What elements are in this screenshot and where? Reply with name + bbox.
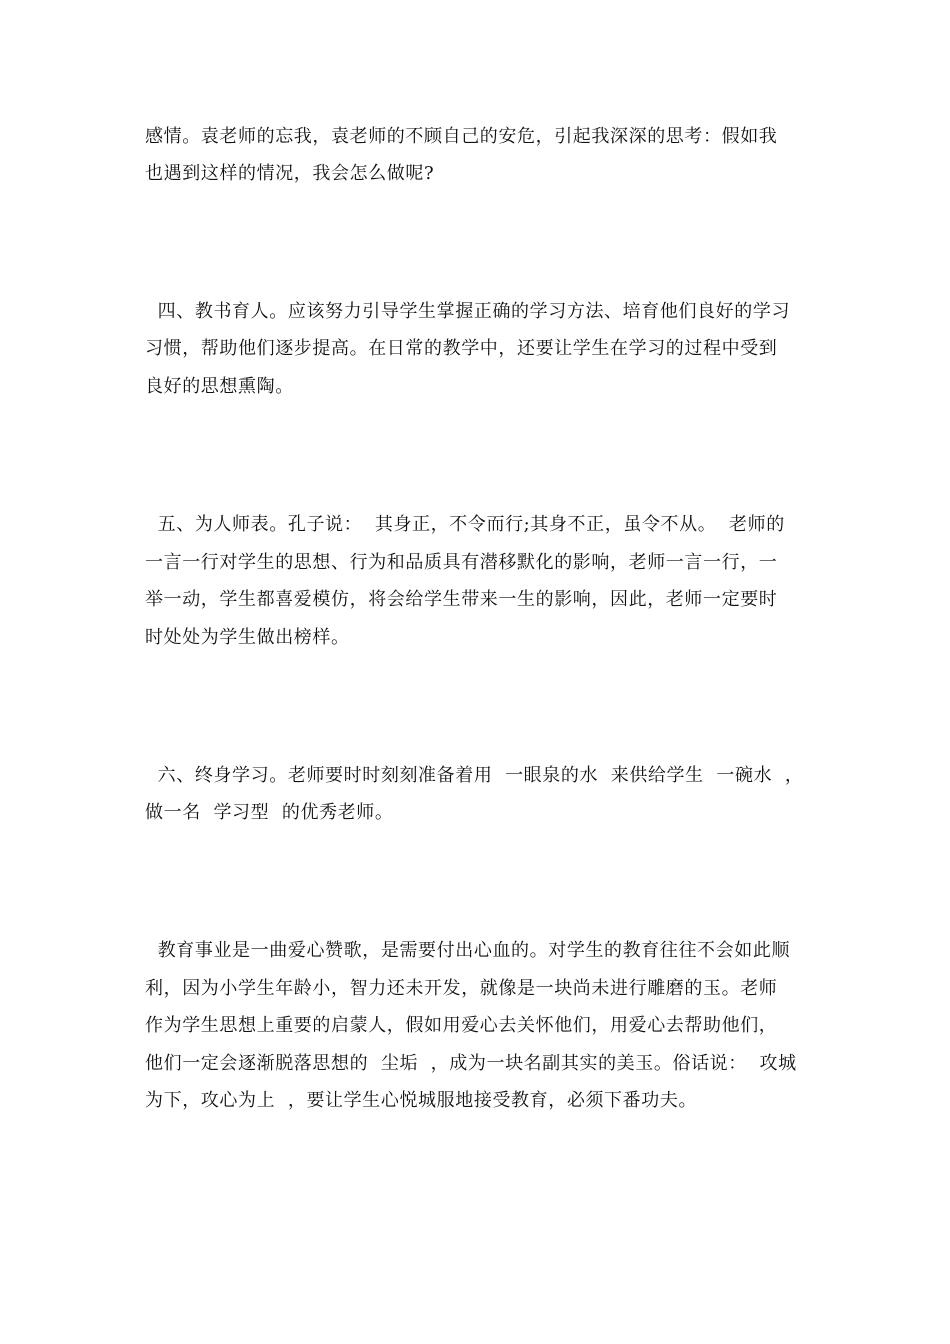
paragraph-3-line-3: 举一动，学生都喜爱模仿，将会给学生带来一生的影响，因此，老师一定要时 bbox=[145, 589, 778, 610]
paragraph-5-line-4: 他们一定会逐渐脱落思想的 尘垢 ，成为一块名副其实的美玉。俗话说： 攻城 bbox=[145, 1053, 797, 1074]
paragraph-2-line-3: 良好的思想熏陶。 bbox=[145, 376, 294, 397]
paragraph-1-line-2: 也遇到这样的情况，我会怎么做呢? bbox=[145, 163, 435, 184]
paragraph-3-line-4: 时处处为学生做出榜样。 bbox=[145, 627, 350, 648]
paragraph-2-line-1: 四、教书育人。应该努力引导学生掌握正确的学习方法、培育他们良好的学习 bbox=[145, 301, 791, 322]
paragraph-5-line-1: 教育事业是一曲爱心赞歌，是需要付出心血的。对学生的教育往往不会如此顺 bbox=[145, 940, 791, 961]
paragraph-4-line-2: 做一名 学习型 的优秀老师。 bbox=[145, 802, 394, 823]
paragraph-5-line-5: 为下，攻心为上 ，要让学生心悦城服地接受教育，必须下番功夫。 bbox=[145, 1090, 698, 1111]
paragraph-3-line-2: 一言一行对学生的思想、行为和品质具有潜移默化的影响，老师一言一行，一 bbox=[145, 552, 778, 573]
paragraph-5-line-2: 利，因为小学生年龄小，智力还未开发，就像是一块尚未进行雕磨的玉。老师 bbox=[145, 978, 778, 999]
paragraph-5-line-3: 作为学生思想上重要的启蒙人，假如用爱心去关怀他们，用爱心去帮助他们， bbox=[145, 1015, 778, 1036]
paragraph-4-line-1: 六、终身学习。老师要时时刻刻准备着用 一眼泉的水 来供给学生 一碗水 ， bbox=[145, 765, 804, 786]
paragraph-1-line-1: 感情。袁老师的忘我，袁老师的不顾自己的安危，引起我深深的思考：假如我 bbox=[145, 126, 778, 147]
paragraph-3-line-1: 五、为人师表。孔子说： 其身正，不令而行;其身不正，虽令不从。 老师的 bbox=[145, 514, 785, 535]
paragraph-2-line-2: 习惯，帮助他们逐步提高。在日常的教学中，还要让学生在学习的过程中受到 bbox=[145, 338, 778, 359]
